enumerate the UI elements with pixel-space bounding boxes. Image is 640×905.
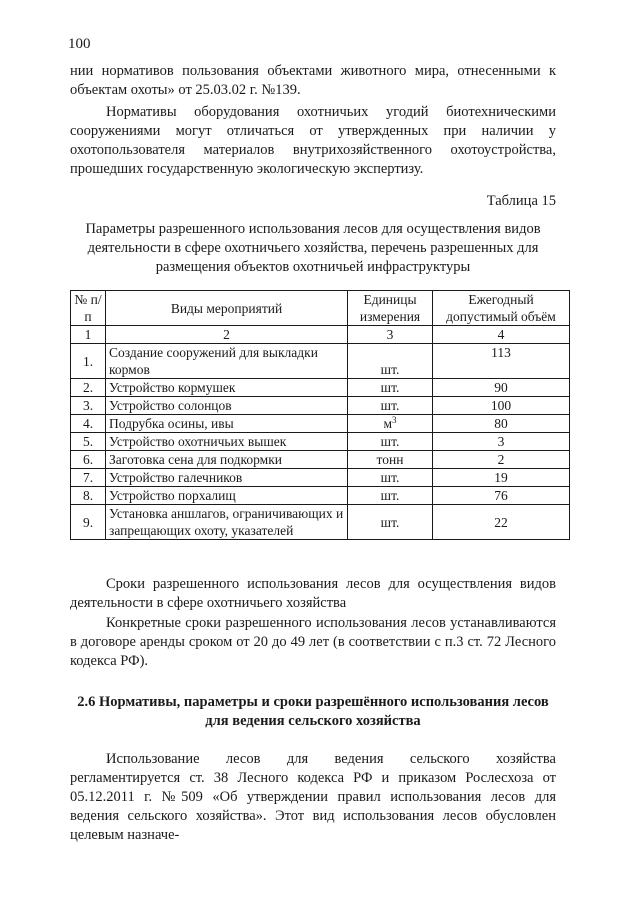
row-volume: 2 xyxy=(433,451,570,469)
section-paragraph: Использование лесов для ведения сельского хозяйства регламентируется ст. 38 Лесного кодекса РФ и приказом Рослесхоза от 05.12.2011 г. №509 «Об утверждении правил использования лесов для ведения сельского хозяйства». Этот вид использования лесов обусловлен целевым назначе- xyxy=(70,751,556,843)
intro-paragraph-2: Нормативы оборудования охотничьих угодий биотехническими сооружениями могут отличаться от утвержденных при наличии у охотопользователя материалов внутрихозяйственного охотоустройства, прошедших государственную экологическую экспертизу. xyxy=(70,104,556,177)
page-number: 100 xyxy=(68,36,91,52)
row-num: 1. xyxy=(71,344,106,379)
row-volume: 80 xyxy=(433,415,570,433)
row-volume: 90 xyxy=(433,379,570,397)
row-num: 6. xyxy=(71,451,106,469)
column-number: 4 xyxy=(433,326,570,344)
row-activity: Устройство кормушек xyxy=(106,379,348,397)
row-num: 9. xyxy=(71,505,106,540)
intro-paragraph-1: нии нормативов пользования объектами животного мира, отнесенными к объектам охоты» от 25.03.02 г. №139. xyxy=(70,63,556,98)
header-num: № п/п xyxy=(71,291,106,326)
header-activity: Виды мероприятий xyxy=(106,291,348,326)
table-row xyxy=(71,344,570,379)
row-activity: Установка аншлагов, ограничивающих и запрещающих охоту, указателей xyxy=(106,505,348,540)
row-unit: тонн xyxy=(348,451,433,469)
table-row xyxy=(71,433,570,451)
row-unit: м xyxy=(383,416,393,431)
table-row xyxy=(71,397,570,415)
table-row xyxy=(71,469,570,487)
parameters-table xyxy=(70,290,570,540)
row-activity: Устройство охотничьих вышек xyxy=(106,433,348,451)
row-activity: Устройство солонцов xyxy=(106,397,348,415)
table-label: Таблица 15 xyxy=(486,193,556,209)
row-unit-cell xyxy=(348,415,433,433)
table-row xyxy=(71,487,570,505)
row-activity: Заготовка сена для подкормки xyxy=(106,451,348,469)
row-unit: шт. xyxy=(348,469,433,487)
row-unit: шт. xyxy=(348,344,433,379)
column-number: 2 xyxy=(106,326,348,344)
table-row xyxy=(71,415,570,433)
row-volume: 113 xyxy=(433,344,570,379)
row-num: 8. xyxy=(71,487,106,505)
row-unit: шт. xyxy=(348,505,433,540)
column-number: 3 xyxy=(348,326,433,344)
row-volume: 22 xyxy=(433,505,570,540)
row-num: 4. xyxy=(71,415,106,433)
row-unit: шт. xyxy=(348,433,433,451)
row-volume: 19 xyxy=(433,469,570,487)
row-activity: Подрубка осины, ивы xyxy=(106,415,348,433)
row-activity: Создание сооружений для выкладки кормов xyxy=(106,344,348,379)
row-num: 2. xyxy=(71,379,106,397)
terms-paragraph-1: Сроки разрешенного использования лесов для осуществления видов деятельности в сфере охотничьего хозяйства xyxy=(70,576,556,611)
row-volume: 3 xyxy=(433,433,570,451)
header-unit: Единицы измерения xyxy=(348,291,433,326)
column-number: 1 xyxy=(71,326,106,344)
terms-paragraph-2: Конкретные сроки разрешенного использования лесов устанавливаются в договоре аренды сроком от 20 до 49 лет (в соответствии с п.3 ст. 72 Лесного кодекса РФ). xyxy=(70,615,556,669)
row-unit: шт. xyxy=(348,379,433,397)
header-volume: Ежегодный допустимый объём xyxy=(433,291,570,326)
table-row xyxy=(71,505,570,540)
column-number-row xyxy=(71,326,570,344)
row-num: 3. xyxy=(71,397,106,415)
table-row xyxy=(71,451,570,469)
row-volume: 76 xyxy=(433,487,570,505)
table-row xyxy=(71,379,570,397)
table-header-row xyxy=(71,291,570,326)
unit-superscript: 3 xyxy=(392,415,397,425)
row-num: 7. xyxy=(71,469,106,487)
row-activity: Устройство галечников xyxy=(106,469,348,487)
row-unit: шт. xyxy=(348,397,433,415)
row-num: 5. xyxy=(71,433,106,451)
row-volume: 100 xyxy=(433,397,570,415)
row-activity: Устройство порхалищ xyxy=(106,487,348,505)
row-unit: шт. xyxy=(348,487,433,505)
table-caption: Параметры разрешенного использования лесов для осуществления видов деятельности в сфере охотничьего хозяйства, перечень разрешенных для размещения объектов охотничьей инфраструктуры xyxy=(85,221,541,275)
section-heading: 2.6 Нормативы, параметры и сроки разрешённого использования лесов для ведения сельского хозяйства xyxy=(77,694,549,729)
